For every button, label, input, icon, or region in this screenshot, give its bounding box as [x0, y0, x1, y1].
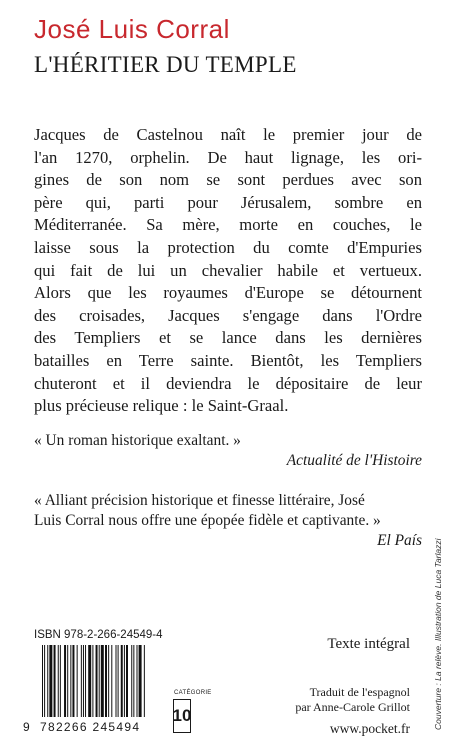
book-summary	[34, 124, 422, 418]
category-badge: 10	[173, 699, 191, 733]
summary-line: qui fait de lui un chevalier habile et vertueux.	[34, 260, 422, 280]
summary-line: Jacques de Castelnou naît le premier jour de	[34, 125, 422, 144]
summary-line: des croisades, Jacques s'engage dans l'Ordre	[34, 305, 422, 325]
category-label: CATÉGORIE	[174, 690, 212, 696]
summary-line: père qui, parti pour Jérusalem, sombre en	[34, 192, 422, 212]
translator-line: Traduit de l'espagnol	[309, 685, 410, 699]
quote-source: Actualité de l'Histoire	[286, 452, 422, 469]
summary-line: plus précieuse relique : le Saint-Graal.	[34, 396, 289, 416]
summary-line: chuteront et il deviendra le dépositaire de leur	[34, 373, 422, 393]
quote-text: « Alliant précision historique et finesse littéraire, José	[34, 492, 365, 509]
book-title: L'HÉRITIER DU TEMPLE	[34, 52, 297, 77]
barcode-first-digit: 9	[23, 720, 30, 734]
author-name: José Luis Corral	[34, 14, 230, 44]
press-quote	[34, 491, 422, 551]
translator-credit	[295, 685, 410, 715]
edition-note: Texte intégral	[327, 636, 410, 652]
quote-source: El País	[377, 532, 422, 549]
press-quote	[34, 431, 422, 471]
cover-credit: Couverture : La relève. Illustration de Luca Tarlazzi	[433, 538, 443, 730]
barcode-digits: 782266 245494	[40, 720, 141, 734]
summary-line: Alors que les royaumes d'Europe se détournent	[34, 283, 422, 303]
summary-line: l'an 1270, orphelin. De haut lignage, les ori-	[34, 147, 422, 167]
summary-line: batailles en Terre sainte. Bientôt, les Templiers	[34, 350, 422, 370]
quote-text: Luis Corral nous offre une épopée fidèle et captivante. »	[34, 512, 381, 529]
quote-text: « Un roman historique exaltant. »	[34, 432, 241, 449]
publisher-website: www.pocket.fr	[329, 721, 410, 736]
summary-line: gines de son nom se sont perdues avec son	[34, 170, 422, 190]
translator-line: par Anne-Carole Grillot	[295, 700, 410, 714]
summary-line: laisse sous la protection du comte d'Empuries	[34, 237, 422, 257]
barcode	[34, 645, 164, 719]
isbn-number: ISBN 978-2-266-24549-4	[34, 629, 163, 641]
summary-line: des Templiers et se lance dans les dernières	[34, 328, 422, 348]
summary-line: Méditerranée. Sa mère, morte en couches, le	[34, 215, 422, 235]
